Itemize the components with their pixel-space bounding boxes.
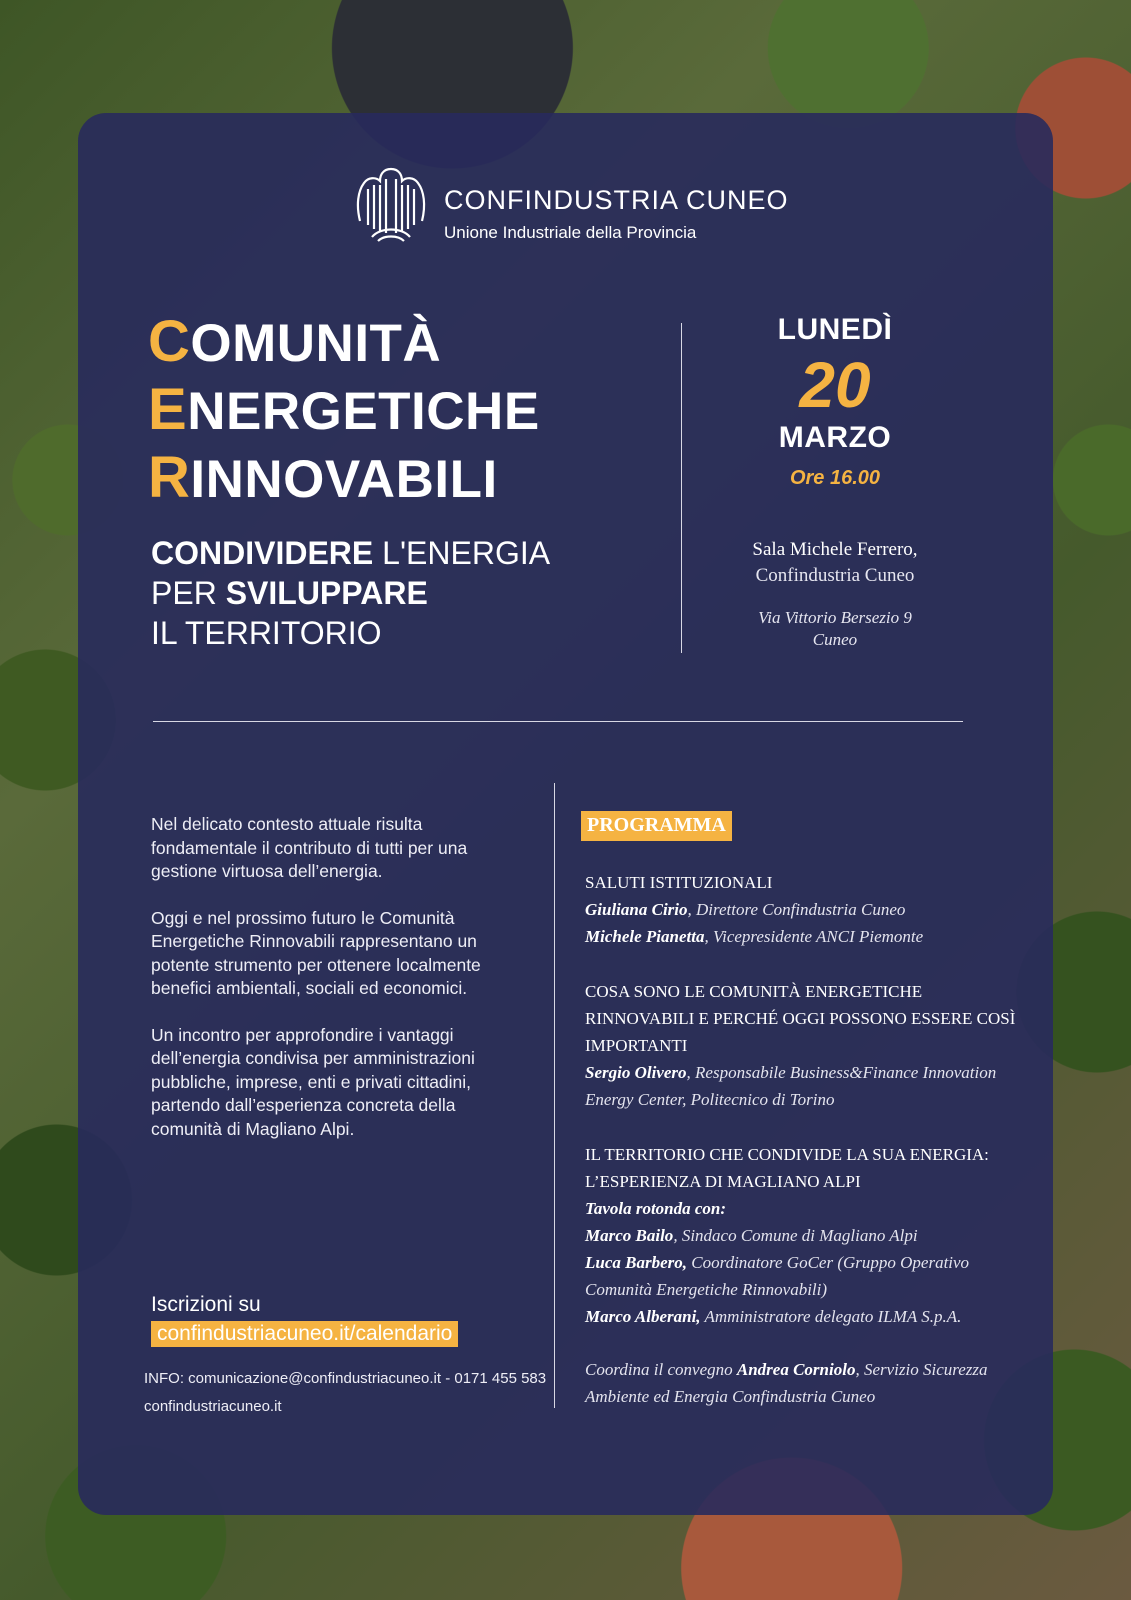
speaker-3 (585, 1059, 1035, 1113)
speaker-5 (585, 1249, 1035, 1303)
speaker-1-name: Giuliana Cirio (585, 900, 688, 919)
horizontal-divider (153, 721, 963, 722)
organization-name: CONFINDUSTRIA CUNEO (444, 185, 789, 215)
roundtable-label (585, 1195, 1035, 1222)
subtitle-row-3: IL TERRITORIO (151, 615, 382, 651)
venue-name: Sala Michele Ferrero, (752, 539, 918, 560)
organization-subtitle: Unione Industriale della Provincia (444, 223, 697, 242)
roundtable-label-text: Tavola rotonda con: (585, 1199, 727, 1218)
intro-paragraph-2: Oggi e nel prossimo futuro le Comunità Energetiche Rinnovabili rappresentano un potente strumento per ottenere localmente benefici ambientali, sociali ed economici. (151, 907, 481, 998)
speaker-3-name: Sergio Olivero (585, 1063, 687, 1082)
title-initial-r: R (148, 445, 191, 510)
date-month: MARZO (778, 421, 892, 454)
subtitle-row-1 (151, 533, 550, 573)
speaker-2 (585, 923, 1035, 950)
speaker-1 (585, 896, 1035, 923)
venue-address-street: Via Vittorio Bersezio 9 (758, 608, 912, 627)
date-number: 20 (799, 349, 871, 421)
moderator-role: , Servizio Sicurezza Ambiente ed Energia Confindustria Cuneo (585, 1360, 988, 1406)
subtitle-bold-2: SVILUPPARE (225, 575, 428, 611)
speaker-4-role: , Sindaco Comune di Magliano Alpi (673, 1226, 918, 1245)
event-venue (718, 537, 952, 651)
intro-text (151, 813, 531, 1164)
program-badge: PROGRAMMA (581, 811, 732, 841)
section-1-title: SALUTI ISTITUZIONALI (585, 873, 773, 892)
speaker-1-role: , Direttore Confindustria Cuneo (687, 900, 906, 919)
title-line-2 (148, 377, 668, 445)
program (585, 811, 1035, 1410)
venue-address (718, 607, 952, 651)
title-word-1: OMUNITÀ (190, 314, 442, 373)
intro-paragraph-3: Un incontro per approfondire i vantaggi dell’energia condivisa per amministrazioni pubbliche, imprese, enti e privati cittadini, partendo dall’esperienza concreta della comunità di Magliano Alpi. (151, 1024, 475, 1139)
intro-paragraph-1: Nel delicato contesto attuale risulta fondamentale il contributo di tutti per una gestione virtuosa dell’energia. (151, 814, 468, 881)
contact-line[interactable]: INFO: comunicazione@confindustriacuneo.it - 0171 455 583 (144, 1370, 547, 1387)
title-initial-c: C (148, 309, 191, 374)
registration-link[interactable]: confindustriacuneo.it/calendario (151, 1321, 458, 1347)
registration (151, 1293, 458, 1347)
event-time: Ore 16.00 (789, 467, 881, 489)
event-date (738, 313, 932, 490)
event-subtitle (151, 533, 550, 653)
website-link[interactable]: confindustriacuneo.it (144, 1398, 282, 1415)
venue-address-city: Cuneo (812, 630, 858, 649)
eagle-logo-icon (350, 165, 432, 243)
registration-label: Iscrizioni su (151, 1293, 261, 1316)
speaker-6-name: Marco Alberani, (585, 1307, 701, 1326)
title-line-3 (148, 445, 668, 513)
subtitle-row-2 (151, 573, 550, 613)
subtitle-text-2: PER (151, 575, 226, 611)
title-word-2: NERGETICHE (187, 382, 540, 441)
vertical-divider (681, 323, 682, 653)
speaker-2-role: , Vicepresidente ANCI Piemonte (704, 927, 924, 946)
speaker-3-role: , Responsabile Business&Finance Innovation Energy Center, Politecnico di Torino (585, 1063, 997, 1109)
section-3-title: IL TERRITORIO CHE CONDIVIDE LA SUA ENERGIA: L’ESPERIENZA DI MAGLIANO ALPI (585, 1145, 989, 1191)
section-2-title: COSA SONO LE COMUNITÀ ENERGETICHE RINNOVABILI E PERCHÉ OGGI POSSONO ESSERE COSÌ IMPORTANTI (585, 982, 1016, 1055)
speaker-5-name: Luca Barbero, (585, 1253, 687, 1272)
subtitle-text-1: L'ENERGIA (373, 535, 551, 571)
moderator (585, 1356, 1035, 1410)
event-card (78, 113, 1053, 1515)
program-section-3 (585, 1141, 1035, 1330)
event-title (148, 309, 668, 513)
title-line-1 (148, 309, 668, 377)
speaker-6-role: Amministratore delegato ILMA S.p.A. (700, 1307, 962, 1326)
moderator-name: Andrea Corniolo (736, 1360, 856, 1379)
date-weekday: LUNEDÌ (777, 313, 893, 346)
speaker-2-name: Michele Pianetta (585, 927, 705, 946)
title-word-3: INNOVABILI (190, 450, 498, 509)
speaker-6 (585, 1303, 1035, 1330)
contact-info (144, 1365, 546, 1421)
speaker-4 (585, 1222, 1035, 1249)
column-divider (554, 783, 555, 1408)
speaker-5-role: Coordinatore GoCer (Gruppo Operativo Comunità Energetiche Rinnovabili) (585, 1253, 970, 1299)
speaker-4-name: Marco Bailo (585, 1226, 674, 1245)
program-section-2 (585, 978, 1035, 1113)
title-initial-e: E (148, 377, 188, 442)
subtitle-bold-1: CONDIVIDERE (151, 535, 374, 571)
venue-organization: Confindustria Cuneo (755, 565, 915, 586)
program-section-1 (585, 869, 1035, 950)
moderator-prefix: Coordina il convegno (585, 1360, 737, 1379)
